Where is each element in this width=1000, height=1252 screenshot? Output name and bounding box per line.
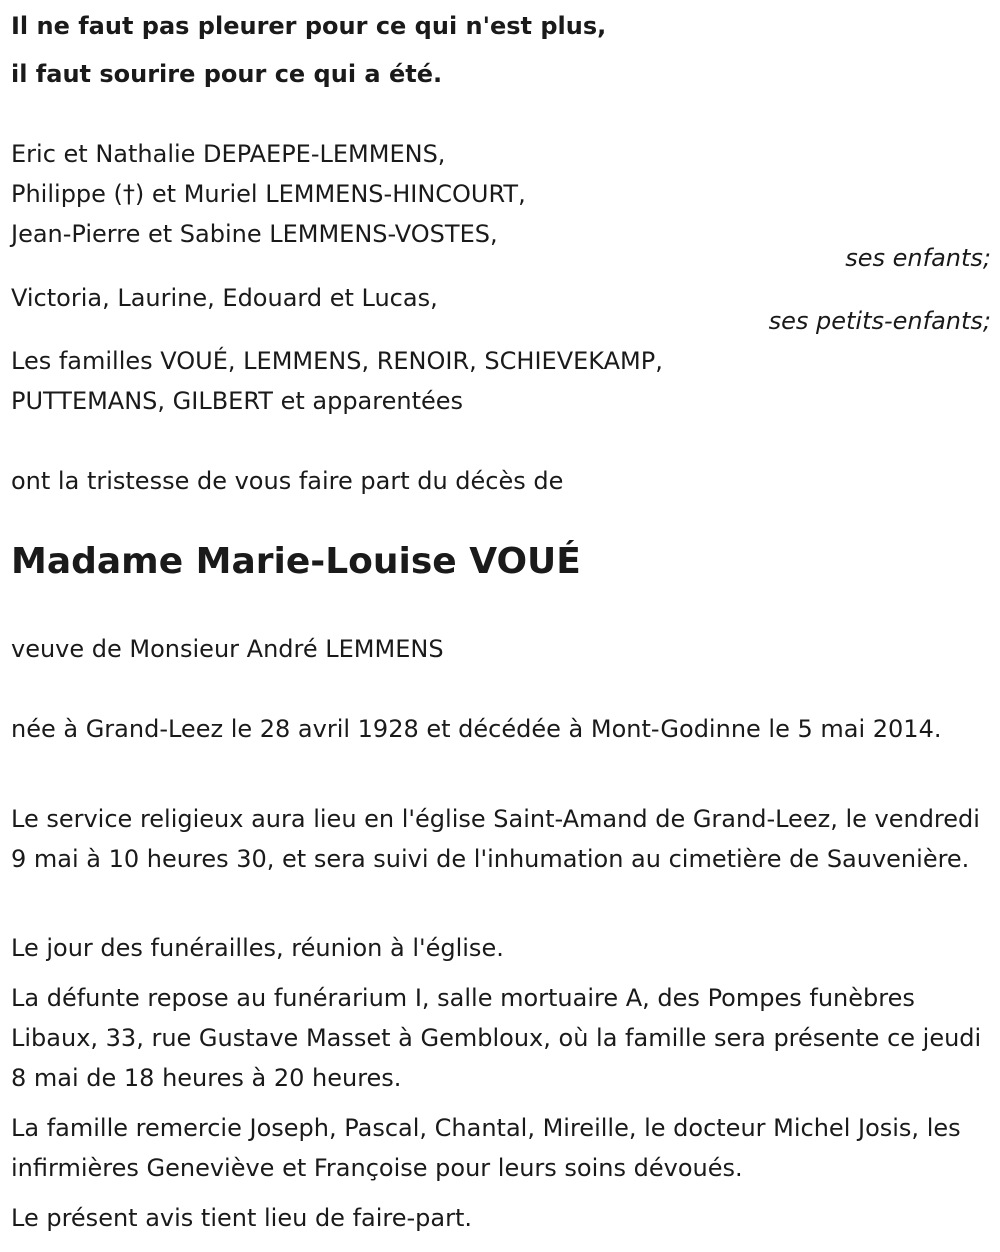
children-role-label: ses enfants; (845, 244, 991, 272)
families-line-2: PUTTEMANS, GILBERT et apparentées (11, 387, 464, 415)
grandchildren-names: Victoria, Laurine, Edouard et Lucas, (11, 284, 438, 312)
repose-paragraph: La défunte repose au funérarium I, salle mortuaire A, des Pompes funèbres Libaux, 33, rue Gustave Masset à Gembloux, où la famille sera présente ce jeudi 8 mai de 18 heures à 20 heures. (11, 984, 982, 1092)
thanks-paragraph: La famille remercie Joseph, Pascal, Chantal, Mireille, le docteur Michel Josis, les infirmières Geneviève et Françoise pour leurs soins dévoués. (11, 1114, 961, 1182)
child-family-3: Jean-Pierre et Sabine LEMMENS-VOSTES, (11, 220, 498, 248)
reunion-paragraph: Le jour des funérailles, réunion à l'église. (11, 934, 504, 962)
families-line-1: Les familles VOUÉ, LEMMENS, RENOIR, SCHIEVEKAMP, (11, 347, 663, 375)
service-paragraph: Le service religieux aura lieu en l'église Saint-Amand de Grand-Leez, le vendredi 9 mai à 10 heures 30, et sera suivi de l'inhumation au cimetière de Sauvenière. (11, 805, 980, 873)
notice-paragraph: Le présent avis tient lieu de faire-part. (11, 1204, 473, 1232)
quote-line-2: il faut sourire pour ce qui a été. (11, 60, 443, 88)
deceased-name: Madame Marie-Louise VOUÉ (11, 541, 581, 582)
child-family-1: Eric et Nathalie DEPAEPE-LEMMENS, (11, 140, 446, 168)
widow-of-text: veuve de Monsieur André LEMMENS (11, 635, 444, 663)
announcement-text: ont la tristesse de vous faire part du décès de (11, 467, 564, 495)
child-family-2: Philippe (†) et Muriel LEMMENS-HINCOURT, (11, 180, 526, 208)
birth-death-paragraph: née à Grand-Leez le 28 avril 1928 et décédée à Mont-Godinne le 5 mai 2014. (11, 715, 942, 743)
quote-line-1: Il ne faut pas pleurer pour ce qui n'est plus, (11, 12, 607, 40)
grandchildren-role-label: ses petits-enfants; (768, 307, 991, 335)
